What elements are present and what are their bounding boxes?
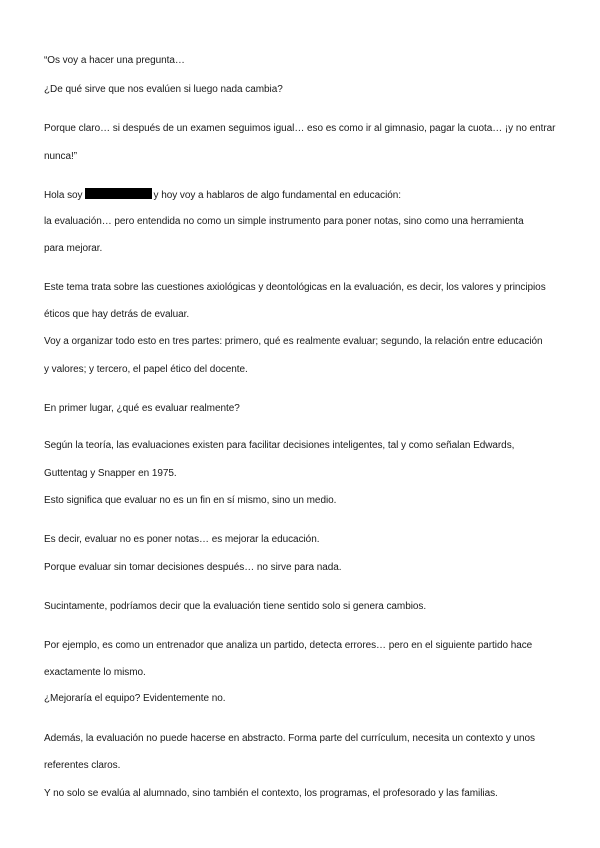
text-line: Y no solo se evalúa al alumnado, sino también el contexto, los programas, el profesorado y las familias. xyxy=(44,788,498,799)
text-line: Esto significa que evaluar no es un fin en sí mismo, sino un medio. xyxy=(44,495,337,506)
text-line: Sucintamente, podríamos decir que la evaluación tiene sentido solo si genera cambios. xyxy=(44,601,427,612)
text-line: Guttentag y Snapper en 1975. xyxy=(44,468,177,479)
text-line: Este tema trata sobre las cuestiones axiológicas y deontológicas en la evaluación, es decir, los valores y principios xyxy=(44,282,546,293)
text-line: ¿De qué sirve que nos evalúen si luego nada cambia? xyxy=(44,84,283,95)
text-line: exactamente lo mismo. xyxy=(44,667,146,678)
text-line: ¿Mejoraría el equipo? Evidentemente no. xyxy=(44,693,226,704)
text-line: Voy a organizar todo esto en tres partes: primero, qué es realmente evaluar; segundo, la relación entre educación xyxy=(44,336,543,347)
greeting-end: y hoy voy a hablaros de algo fundamental en educación: xyxy=(153,190,401,201)
text-line: para mejorar. xyxy=(44,243,103,254)
greeting-line xyxy=(44,188,564,202)
text-line: referentes claros. xyxy=(44,760,121,771)
text-line: Porque evaluar sin tomar decisiones después… no sirve para nada. xyxy=(44,562,342,573)
text-line: “Os voy a hacer una pregunta… xyxy=(44,55,185,66)
text-line: la evaluación… pero entendida no como un simple instrumento para poner notas, sino como una herramienta xyxy=(44,216,524,227)
text-line: éticos que hay detrás de evaluar. xyxy=(44,309,190,320)
text-line: Según la teoría, las evaluaciones existen para facilitar decisiones inteligentes, tal y como señalan Edwards, xyxy=(44,440,515,451)
text-line: nunca!” xyxy=(44,151,78,162)
greeting-start: Hola soy xyxy=(44,190,83,201)
text-line: Es decir, evaluar no es poner notas… es mejorar la educación. xyxy=(44,534,320,545)
text-line: y valores; y tercero, el papel ético del docente. xyxy=(44,364,248,375)
text-line: Por ejemplo, es como un entrenador que analiza un partido, detecta errores… pero en el siguiente partido hace xyxy=(44,640,533,651)
text-line: Porque claro… si después de un examen seguimos igual… eso es como ir al gimnasio, pagar la cuota… ¡y no entrar xyxy=(44,123,556,134)
redacted-name-block xyxy=(85,188,152,199)
section-heading-line: En primer lugar, ¿qué es evaluar realmente? xyxy=(44,403,240,414)
text-line: Además, la evaluación no puede hacerse en abstracto. Forma parte del currículum, necesita un contexto y unos xyxy=(44,733,535,744)
